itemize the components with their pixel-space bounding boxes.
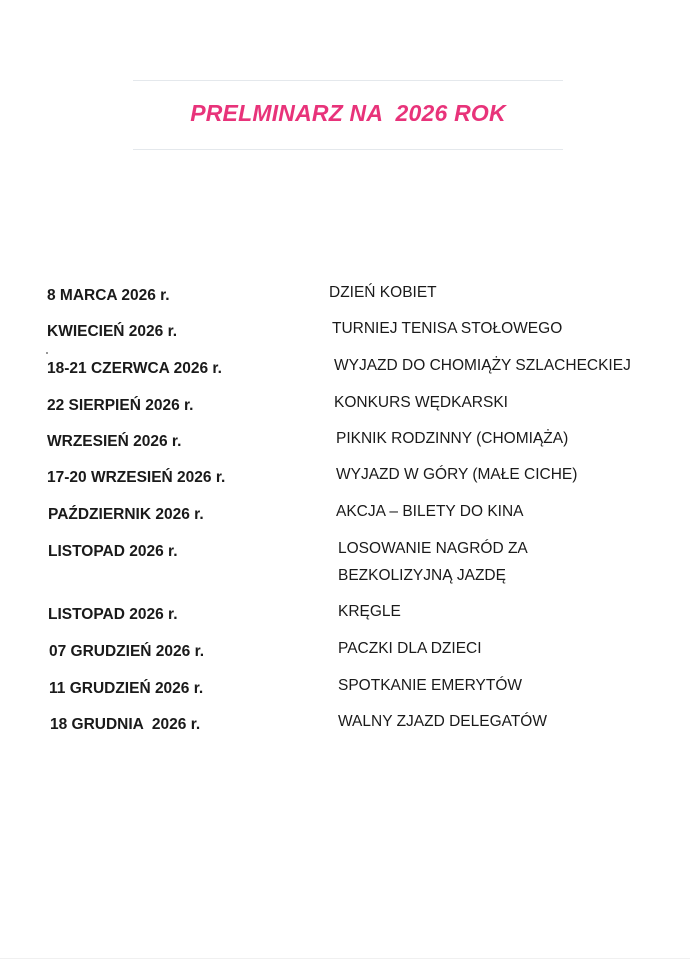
event-name: PACZKI DLA DZIECI — [338, 640, 482, 657]
event-name: WALNY ZJAZD DELEGATÓW — [338, 713, 547, 730]
page-edge-line — [0, 958, 690, 959]
event-name: PIKNIK RODZINNY (CHOMIĄŻA) — [336, 430, 569, 447]
event-name: KONKURS WĘDKARSKI — [334, 394, 508, 411]
event-name: KRĘGLE — [338, 603, 401, 620]
event-name: SPOTKANIE EMERYTÓW — [338, 677, 523, 694]
page-title: PRELMINARZ NA 2026 ROK — [190, 100, 506, 126]
event-name: LOSOWANIE NAGRÓD ZA BEZKOLIZYJNĄ JAZDĘ — [338, 540, 528, 584]
event-date: LISTOPAD 2026 r. — [48, 543, 178, 560]
event-date: PAŹDZIERNIK 2026 r. — [48, 506, 204, 523]
event-name: TURNIEJ TENISA STOŁOWEGO — [332, 320, 563, 337]
event-date: 17-20 WRZESIEŃ 2026 r. — [47, 469, 226, 486]
event-name: WYJAZD DO CHOMIĄŻY SZLACHECKIEJ — [334, 357, 631, 374]
event-date: 8 MARCA 2026 r. — [47, 287, 170, 304]
event-date: 18 GRUDNIA 2026 r. — [50, 716, 201, 733]
event-date: 11 GRUDZIEŃ 2026 r. — [49, 680, 204, 697]
event-date: LISTOPAD 2026 r. — [48, 606, 178, 623]
event-date: WRZESIEŃ 2026 r. — [47, 433, 182, 450]
scan-speck — [46, 352, 48, 354]
event-name: WYJAZD W GÓRY (MAŁE CICHE) — [336, 466, 578, 483]
event-date: 22 SIERPIEŃ 2026 r. — [47, 397, 194, 414]
event-date: KWIECIEŃ 2026 r. — [47, 323, 178, 340]
event-name: DZIEŃ KOBIET — [329, 284, 437, 301]
event-date: 07 GRUDZIEŃ 2026 r. — [49, 643, 205, 660]
event-date: 18-21 CZERWCA 2026 r. — [47, 360, 222, 377]
event-name: AKCJA – BILETY DO KINA — [336, 503, 524, 520]
